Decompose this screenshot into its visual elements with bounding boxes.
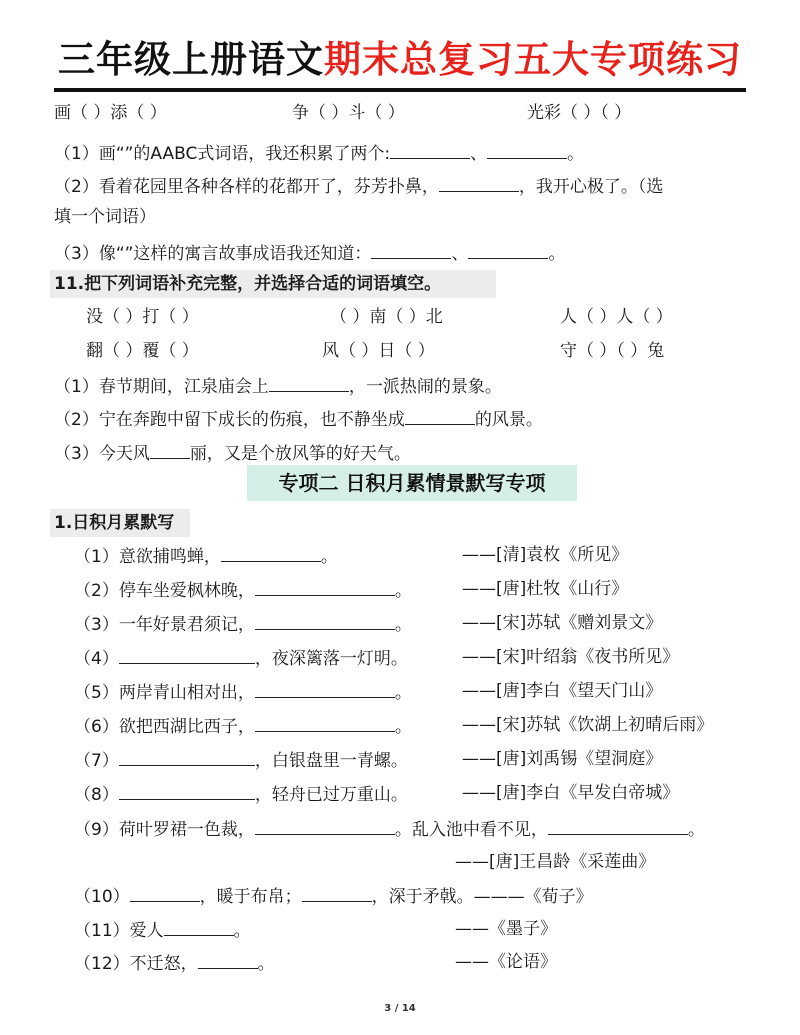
q10-l2-suffix: ，我开心极了。（选 [518, 177, 664, 197]
title-part1: 三年级上册语文 [58, 38, 324, 81]
item-num: （4） [74, 649, 119, 669]
blank[interactable] [468, 240, 548, 259]
q10-line3 [54, 240, 565, 266]
q11-row1-b: （ ）南（ ）北 [330, 307, 443, 327]
recite-item-6 [74, 713, 412, 739]
q11-l2-suffix: 的风景。 [474, 410, 543, 430]
blank[interactable] [255, 816, 395, 835]
blank[interactable] [405, 406, 475, 425]
blank[interactable] [269, 373, 349, 392]
recite-item-8 [74, 781, 408, 807]
q10-line2-cont: 填一个词语） [54, 207, 156, 227]
item-pre: 欲把西湖比西子， [118, 717, 255, 737]
item-num: （9） [74, 820, 119, 840]
item-end: 。 [257, 954, 275, 974]
recite-item-12 [74, 950, 275, 976]
item-src: ———《荀子》 [473, 887, 593, 907]
q10-l1-prefix: （1）画“”的AABC式词语，我还积累了两个: [54, 144, 391, 164]
q11-row2-b: 风（ ）日（ ） [322, 341, 435, 361]
recite-item-3 [74, 611, 412, 637]
item-pre: 不迁怒， [129, 954, 198, 974]
blank[interactable] [119, 781, 255, 800]
recite-item-2 [74, 577, 412, 603]
blank[interactable] [390, 140, 470, 159]
item-pre: 停车坐爱枫林晚， [118, 581, 255, 601]
blank[interactable] [150, 440, 190, 459]
item-post: ，夜深篱落一灯明。 [254, 649, 408, 669]
q10-l3-prefix: （3）像“”这样的寓言故事成语我还知道： [54, 244, 372, 264]
item-num: （7） [74, 751, 119, 771]
recite-item-1 [74, 543, 338, 569]
q11-l2-prefix: （2）宁在奔跑中留下成长的伤痕，也不静坐成 [54, 410, 405, 430]
item-pre: 一年好景君须记， [118, 615, 255, 635]
recite-item-10 [74, 883, 593, 909]
item-end: 。 [687, 820, 705, 840]
q11-l1-prefix: （1）春节期间，江泉庙会上 [54, 377, 269, 397]
top-row-b: 争（ ）斗（ ） [292, 103, 405, 123]
q10-l2-prefix: （2）看着花园里各种各样的花都开了，芬芳扑鼻， [54, 177, 439, 197]
item-b: ，深于矛戟。 [371, 887, 474, 907]
q11-l1-suffix: ，一派热闹的景象。 [348, 377, 502, 397]
item-post: ，白银盘里一青螺。 [254, 751, 408, 771]
recite-item-5 [74, 679, 412, 705]
q10-l3-sep: 、 [451, 244, 469, 264]
q11-heading: 11.把下列词语补充完整，并选择合适的词语填空。 [54, 274, 442, 294]
q10-line2 [54, 173, 663, 199]
q11-l3-prefix: （3）今天风 [54, 444, 150, 464]
section2-title: 专项二 日积月累情景默写专项 [278, 471, 546, 495]
recite-src-4: ——[宋]叶绍翁《夜书所见》 [462, 647, 680, 667]
page-number: 3 / 14 [384, 1003, 416, 1014]
page-title [54, 38, 746, 92]
q10-l3-end: 。 [548, 244, 566, 264]
item-num: （3） [74, 615, 119, 635]
q10-line1 [54, 140, 584, 166]
blank[interactable] [255, 713, 395, 732]
item-pre: 爱人 [129, 921, 164, 941]
recite-src-3: ——[宋]苏轼《赠刘景文》 [462, 613, 663, 633]
blank[interactable] [548, 816, 688, 835]
q11-row2-a: 翻（ ）覆（ ） [86, 341, 199, 361]
item-pre: 两岸青山相对出， [118, 683, 255, 703]
recite-src-9: ——[唐]王昌龄《采莲曲》 [455, 852, 656, 872]
item-post: 。 [394, 717, 412, 737]
blank[interactable] [255, 611, 395, 630]
q11-row2-c: 守（ ）（ ）兔 [560, 341, 665, 361]
q11-l3-suffix: 丽，又是个放风筝的好天气。 [189, 444, 411, 464]
item-post: 。 [320, 547, 338, 567]
item-end: 。 [233, 921, 251, 941]
blank[interactable] [255, 577, 395, 596]
item-num: （6） [74, 717, 119, 737]
top-row-c: 光彩（ ）（ ） [527, 103, 632, 123]
item-post: 。 [394, 581, 412, 601]
recite-src-7: ——[唐]刘禹锡《望洞庭》 [462, 749, 663, 769]
item-a: ，暖于布帛； [199, 887, 302, 907]
recite-src-12: ——《论语》 [455, 952, 557, 972]
recite-src-2: ——[唐]杜牧《山行》 [462, 579, 629, 599]
blank[interactable] [255, 679, 395, 698]
blank[interactable] [119, 645, 255, 664]
q11-line2 [54, 406, 543, 432]
item-num: （1） [74, 547, 119, 567]
item-num: （10） [74, 887, 130, 907]
item-num: （8） [74, 785, 119, 805]
recite-item-4 [74, 645, 408, 671]
blank[interactable] [371, 240, 451, 259]
recite-item-9 [74, 816, 705, 842]
blank[interactable] [198, 950, 258, 969]
top-row-a: 画（ ）添（ ） [54, 103, 167, 123]
q10-l1-end: 。 [567, 144, 585, 164]
blank[interactable] [302, 883, 372, 902]
blank[interactable] [439, 173, 519, 192]
blank[interactable] [130, 883, 200, 902]
item-post: 。 [394, 615, 412, 635]
item-post: ，轻舟已过万重山。 [254, 785, 408, 805]
item-num: （12） [74, 954, 130, 974]
q11-row1-c: 人（ ）人（ ） [560, 307, 673, 327]
item-num: （5） [74, 683, 119, 703]
item-num: （11） [74, 921, 130, 941]
blank[interactable] [221, 543, 321, 562]
recite-src-1: ——[清]袁枚《所见》 [462, 545, 629, 565]
blank[interactable] [119, 747, 255, 766]
title-part2: 期末总复习五大专项练习 [324, 38, 742, 81]
recite-item-7 [74, 747, 408, 773]
q11-line3 [54, 440, 411, 466]
item-mid: 。乱入池中看不见， [394, 820, 548, 840]
q11-line1 [54, 373, 502, 399]
recite-item-11 [74, 917, 251, 943]
recite-src-5: ——[唐]李白《望天门山》 [462, 681, 663, 701]
item-pre: 意欲捕鸣蝉， [118, 547, 221, 567]
section2-sub: 1.日积月累默写 [54, 513, 175, 533]
blank[interactable] [164, 917, 234, 936]
recite-src-8: ——[唐]李白《早发白帝城》 [462, 783, 680, 803]
title-wrap [0, 38, 800, 92]
recite-src-11: ——《墨子》 [455, 919, 557, 939]
blank[interactable] [487, 140, 567, 159]
q10-l1-sep: 、 [470, 144, 488, 164]
item-pre: 荷叶罗裙一色裁， [118, 820, 255, 840]
item-post: 。 [394, 683, 412, 703]
q11-row1-a: 没（ ）打（ ） [86, 307, 199, 327]
item-num: （2） [74, 581, 119, 601]
recite-src-6: ——[宋]苏轼《饮湖上初晴后雨》 [462, 715, 714, 735]
